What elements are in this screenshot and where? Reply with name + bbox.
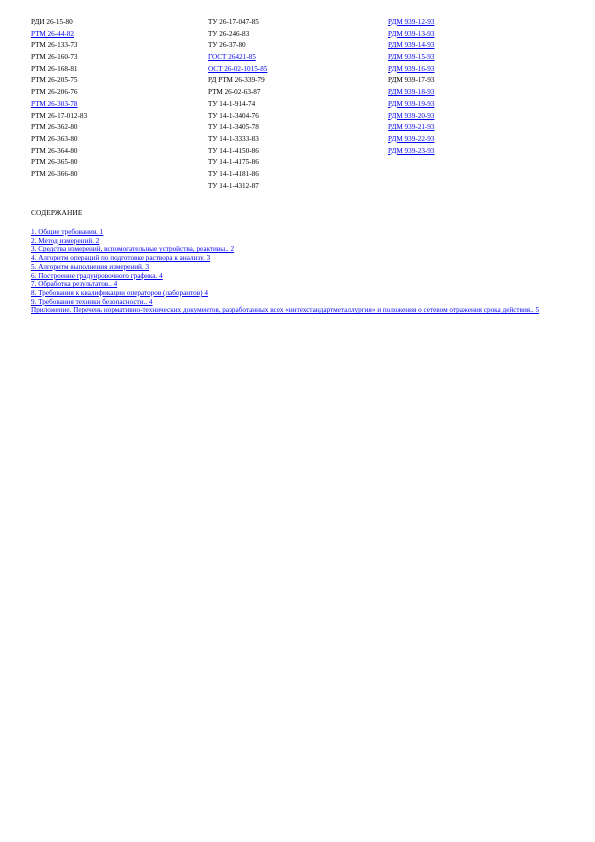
document-link[interactable]: ОСТ 26-02-1015-85	[208, 64, 268, 73]
document-row	[31, 99, 87, 111]
document-code: ТУ 26-17-047-85	[208, 18, 259, 26]
document-row	[31, 111, 87, 123]
toc-link[interactable]: 1. Общие требования. 1	[31, 228, 104, 236]
document-code: ТУ 14-1-3405-78	[208, 123, 259, 132]
toc-link[interactable]: 5. Алгоритм выполнения измерений. 3	[31, 262, 150, 271]
document-row	[208, 40, 267, 52]
document-row	[388, 64, 435, 76]
document-row	[388, 87, 435, 99]
document-row	[208, 111, 267, 123]
document-row	[388, 122, 435, 134]
document-link[interactable]: РДМ 939-12-93	[388, 18, 435, 26]
document-code: РТМ 26-366-80	[31, 169, 78, 178]
document-row	[208, 64, 267, 76]
document-row	[31, 75, 87, 87]
document-row	[31, 17, 87, 29]
toc-link[interactable]: 8. Требования к квалификации операторов (лаборантов) 4	[31, 288, 208, 297]
toc-link[interactable]: 9. Требования техники безопасности.. 4	[31, 297, 153, 306]
document-code: РТМ 26-363-80	[31, 134, 78, 143]
document-row	[31, 134, 87, 146]
document-row	[388, 29, 435, 41]
document-row	[31, 122, 87, 134]
document-row	[31, 52, 87, 64]
document-row	[31, 146, 87, 158]
document-code: ТУ 14-1-914-74	[208, 99, 256, 108]
document-row	[31, 87, 87, 99]
document-row	[208, 157, 267, 169]
toc-link[interactable]: 4. Алгоритм операций по подготовке раствора к анализу. 3	[31, 254, 211, 263]
document-link[interactable]: РДМ 939-19-93	[388, 99, 435, 108]
document-code: ТУ 26-246-83	[208, 29, 250, 38]
document-code: РТМ 26-168-81	[31, 64, 78, 73]
document-row	[208, 146, 267, 158]
document-column-3	[388, 17, 435, 157]
document-code: ТУ 14-1-4150-86	[208, 146, 259, 155]
document-code: ТУ 14-1-3333-83	[208, 134, 259, 143]
document-row	[388, 99, 435, 111]
document-row	[208, 169, 267, 181]
document-row	[388, 146, 435, 158]
document-row	[208, 52, 267, 64]
document-row	[208, 99, 267, 111]
document-link[interactable]: ГОСТ 26421-85	[208, 53, 256, 62]
document-link[interactable]: РДМ 939-13-93	[388, 29, 435, 38]
document-row	[208, 17, 267, 29]
document-code: РД РТМ 26-339-79	[208, 76, 265, 85]
document-code: РТМ 26-365-80	[31, 158, 78, 167]
document-column-1	[31, 17, 87, 181]
document-column-2	[208, 17, 267, 192]
document-link[interactable]: РТМ 26-303-78	[31, 99, 78, 108]
document-code: РТМ 26-160-73	[31, 53, 78, 62]
document-row	[388, 75, 435, 87]
document-row	[31, 157, 87, 169]
document-code: РТМ 26-205-75	[31, 76, 78, 85]
document-code: ТУ 14-1-3404-76	[208, 111, 259, 120]
document-link[interactable]: РДМ 939-16-93	[388, 64, 435, 73]
document-code: РТМ 26-362-80	[31, 123, 78, 132]
document-link[interactable]: РДМ 939-23-93	[388, 146, 435, 155]
document-row	[208, 87, 267, 99]
toc-link[interactable]: 3. Средства измерений, вспомогательные устройства, реактивы.. 2	[31, 245, 235, 254]
table-of-contents	[31, 228, 551, 315]
toc-link[interactable]: 7. Обработка результатов.. 4	[31, 280, 118, 289]
document-row	[31, 29, 87, 41]
document-link[interactable]: РТМ 26-44-82	[31, 29, 74, 38]
toc-link[interactable]: Приложение. Перечень нормативно-технических документов, разработанных всех «интехстандартметаллургия» и положения о сетевом отражения срока действия.. 5	[31, 306, 540, 315]
document-row	[388, 17, 435, 29]
document-row	[388, 134, 435, 146]
document-row	[31, 169, 87, 181]
document-row	[208, 134, 267, 146]
document-code: РТМ 26-364-80	[31, 146, 78, 155]
document-row	[31, 40, 87, 52]
document-row	[388, 111, 435, 123]
document-row	[208, 181, 267, 193]
document-code: РТМ 26-206-76	[31, 88, 78, 97]
document-link[interactable]: РДМ 939-14-93	[388, 41, 435, 50]
toc-link[interactable]: 6. Построение градуировочного графика. 4	[31, 271, 163, 280]
document-row	[388, 52, 435, 64]
document-code: ТУ 14-1-4181-86	[208, 169, 259, 178]
document-link[interactable]: РДМ 939-15-93	[388, 53, 435, 62]
document-code: ТУ 26-37-80	[208, 41, 246, 50]
document-row	[31, 64, 87, 76]
document-link[interactable]: РДМ 939-18-93	[388, 88, 435, 97]
document-row	[208, 29, 267, 41]
document-code: РТМ 26-02-63-87	[208, 88, 261, 97]
document-row	[208, 75, 267, 87]
document-row	[388, 40, 435, 52]
document-code: ТУ 14-1-4175-86	[208, 158, 259, 167]
document-code: РДМ 939-17-93	[388, 76, 435, 85]
document-row	[208, 122, 267, 134]
document-link[interactable]: РДМ 939-22-93	[388, 134, 435, 143]
document-link[interactable]: РДМ 939-20-93	[388, 111, 435, 120]
document-code: РТМ 26-17-012-83	[31, 111, 88, 120]
document-code: ТУ 14-1-4312-87	[208, 181, 259, 190]
document-code: РТМ 26-133-73	[31, 41, 78, 50]
document-link[interactable]: РДМ 939-21-93	[388, 123, 435, 132]
contents-heading: СОДЕРЖАНИЕ	[31, 208, 83, 217]
document-code: РДИ 26-15-80	[31, 18, 73, 26]
toc-link[interactable]: 2. Метод измерений. 2	[31, 236, 100, 245]
